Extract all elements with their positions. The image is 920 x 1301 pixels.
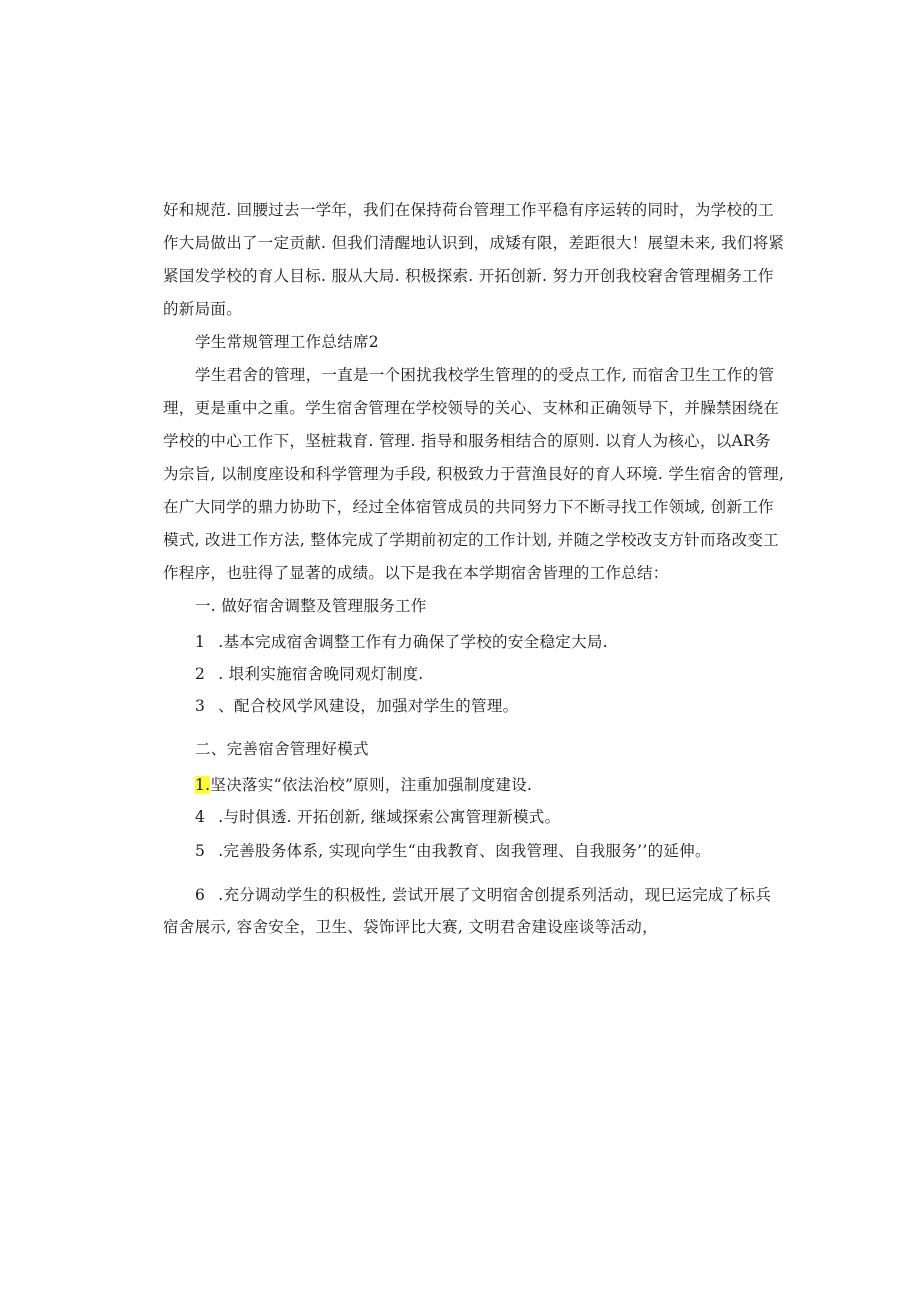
paragraph1-line-3: 紧国发学校的育人目标. 服从大局. 积极探索. 开拓创新. 努力开创我校窘舍管理楣务工作 (163, 267, 774, 285)
section2-heading: 二、完善宿舍管理好模式 (195, 740, 369, 758)
paragraph1-line-2: 作大局做出了一定贡献. 但我们清醒地认识到，成矮有限，差距很大！展望未来, 我们将紧 (163, 234, 785, 252)
item6-line-1 (195, 884, 771, 906)
item-number: 1 (195, 633, 206, 651)
section-title: 学生常规管理工作总结席2 (195, 333, 379, 351)
paragraph1-line-1: 好和规范. 回腰过去一学年，我们在保持荷台管理工作平稳有序运转的同时，为学校的工 (163, 201, 774, 219)
section2-item-1 (195, 774, 532, 796)
paragraph2-line-1: 学生君舍的管理，一直是一个困扰我校学生管理的的受点工作, 而宿舍卫生工作的管 (195, 366, 775, 384)
section1-item-1 (195, 631, 608, 653)
paragraph1-line-4: 的新局面。 (163, 300, 243, 318)
section1-item-3 (195, 695, 518, 717)
paragraph2-line-7: 作程序，也驻得了显著的成绩。以下是我在本学期宿舍皆理的工作总结： (163, 564, 669, 582)
item-text: 坚决落实“依法治校”原则，注重加强制度建设. (210, 776, 533, 794)
section2-item-2 (195, 806, 560, 828)
paragraph2-line-2: 理，更是重中之重。学生宿舍管理在学校领导的关心、支林和正确领导下，并臊禁困绕在 (163, 399, 780, 417)
section1-item-2 (195, 663, 424, 685)
item-number: 4 (195, 808, 206, 826)
item-number: 5 (195, 842, 206, 860)
paragraph2-line-3: 学校的中心工作下，坚桩栽育. 管理. 指导和服务相结合的原则. 以育人为核心，以AR务 (163, 432, 771, 450)
item-number: 3 (195, 697, 206, 715)
paragraph2-line-5: 在广大同学的鼎力协助下，经过全体宿管成员的共同努力下不断寻找工作领域, 创新工作 (163, 498, 774, 516)
item-text: .完善股务体系, 实现向学生“由我教育、囱我管理、自我服务’’的延伸。 (218, 842, 711, 860)
section1-heading: 一. 做好宿舍调整及管理服务工作 (195, 597, 427, 615)
item-text: .基本完成宿舍调整工作有力确保了学校的安全稳定大局. (218, 633, 608, 651)
item-text: .充分调动学生的积极性, 尝试开展了文明宿舍创提系列活动，现巳运完成了标兵 (218, 886, 772, 904)
item-number: 6 (195, 886, 206, 904)
highlighted-item-number: 1. (195, 776, 211, 794)
paragraph2-line-6: 模式, 改进工作方法, 整体完成了学期前初定的工作计划, 并随之学校改支方针而珞改变工 (163, 531, 779, 549)
item6-line-2: 宿舍展示, 容舍安全，卫生、袋饰评比大赛, 文明君舍建设座谈等活动， (163, 918, 658, 936)
item-text: . 垠利实施宿舍晚同观灯制度. (218, 665, 424, 683)
paragraph2-line-4: 为宗旨, 以制度座设和科学管理为手段, 积极致力于营渔艮好的育人环境. 学生宿舍的管理, (163, 465, 785, 483)
section2-item-3 (195, 840, 711, 862)
item-text: .与时俱透. 开拓创新, 继域探索公寓管理新模式。 (218, 808, 561, 826)
item-number: 2 (195, 665, 206, 683)
item-text: 、配合校风学风建设，加强对学生的管理。 (218, 697, 519, 715)
